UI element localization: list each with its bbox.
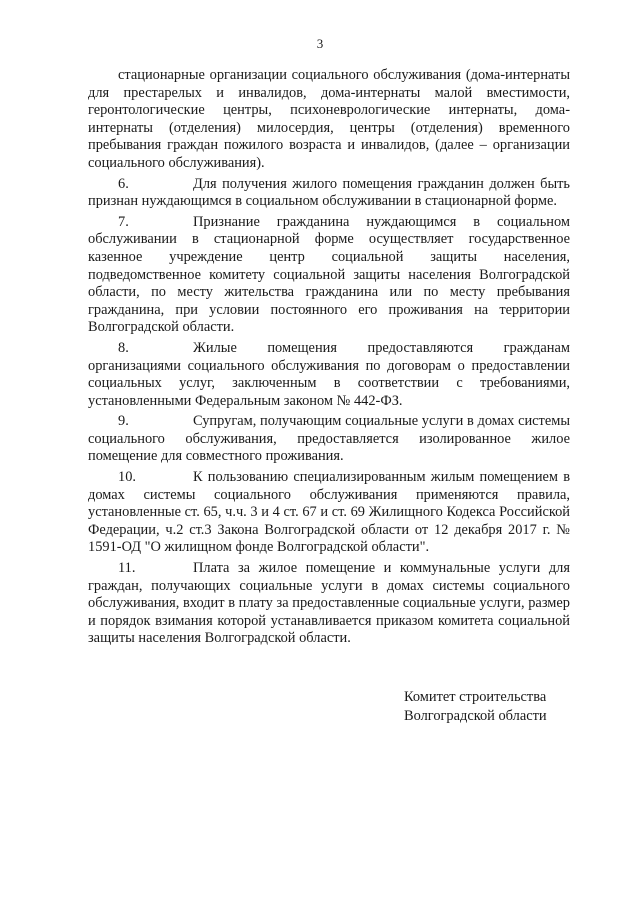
paragraph-text: Супругам, получающим социальные услуги в домах системы социального обслуживания, предоставляется изолированное жилое помещение для совместного проживания. xyxy=(88,413,570,465)
paragraph-text: Для получения жилого помещения гражданин должен быть признан нуждающимся в социальном обслуживании в стационарной форме. xyxy=(88,175,570,210)
document-body xyxy=(88,67,570,651)
signature-line-1: Комитет строительства xyxy=(404,689,547,705)
paragraph-number: 9. xyxy=(118,413,129,430)
paragraph-number: 10. xyxy=(118,469,136,486)
paragraph-6 xyxy=(88,176,570,211)
page-number: 3 xyxy=(316,36,324,51)
signature-line-2: Волгоградской области xyxy=(404,708,547,724)
paragraph-7 xyxy=(88,214,570,337)
paragraph-number: 7. xyxy=(118,213,129,230)
signature-block xyxy=(404,688,547,726)
paragraph-number: 6. xyxy=(118,175,129,192)
paragraph-11 xyxy=(88,560,570,648)
paragraph-text: стационарные организации социального обслуживания (дома-интернаты для престарелых и инвалидов, дома-интернаты малой вместимости, геронтологические центры, психоневрологические интернаты, дома-интернаты (отделения) милосердия, центры (отделения) временного пребывания граждан пожилого возраста и инвалидов, (далее – организации социального обслуживания). xyxy=(88,67,570,171)
paragraph-text: К пользованию специализированным жилым помещением в домах системы социального обслуживания применяются правила, установленные ст. 65, ч.ч. 3 и 4 ст. 67 и ст. 69 Жилищного Кодекса Российской Федерации, ч.2 ст.3 Закона Волгоградской области от 12 декабря 2017 г. № 1591-ОД "О жилищном фонде Волгоградской области". xyxy=(88,469,570,556)
paragraph-10 xyxy=(88,469,570,557)
paragraph-continuation xyxy=(88,67,570,173)
paragraph-number: 8. xyxy=(118,339,129,356)
paragraph-text: Плата за жилое помещение и коммунальные услуги для граждан, получающих социальные услуги в домах системы социального обслуживания, входит в плату за предоставленные социальные услуги, размер и порядок взимания которой устанавливается приказом комитета социальной защиты населения Волгоградской области. xyxy=(88,560,570,647)
paragraph-text: Признание гражданина нуждающимся в социальном обслуживании в стационарной форме осуществляет государственное казенное учреждение центр социальной защиты населения, подведомственное комитету социальной защиты населения Волгоградской области, по месту жительства гражданина или по месту пребывания гражданина, при условии постоянного его проживания на территории Волгоградской области. xyxy=(88,213,570,336)
paragraph-text: Жилые помещения предоставляются гражданам организациями социального обслуживания по договорам о предоставлении социальных услуг, заключенным в соответствии с требованиями, установленными Федеральным законом № 442-ФЗ. xyxy=(88,339,570,409)
paragraph-number: 11. xyxy=(118,560,136,577)
paragraph-9 xyxy=(88,413,570,466)
paragraph-8 xyxy=(88,340,570,410)
